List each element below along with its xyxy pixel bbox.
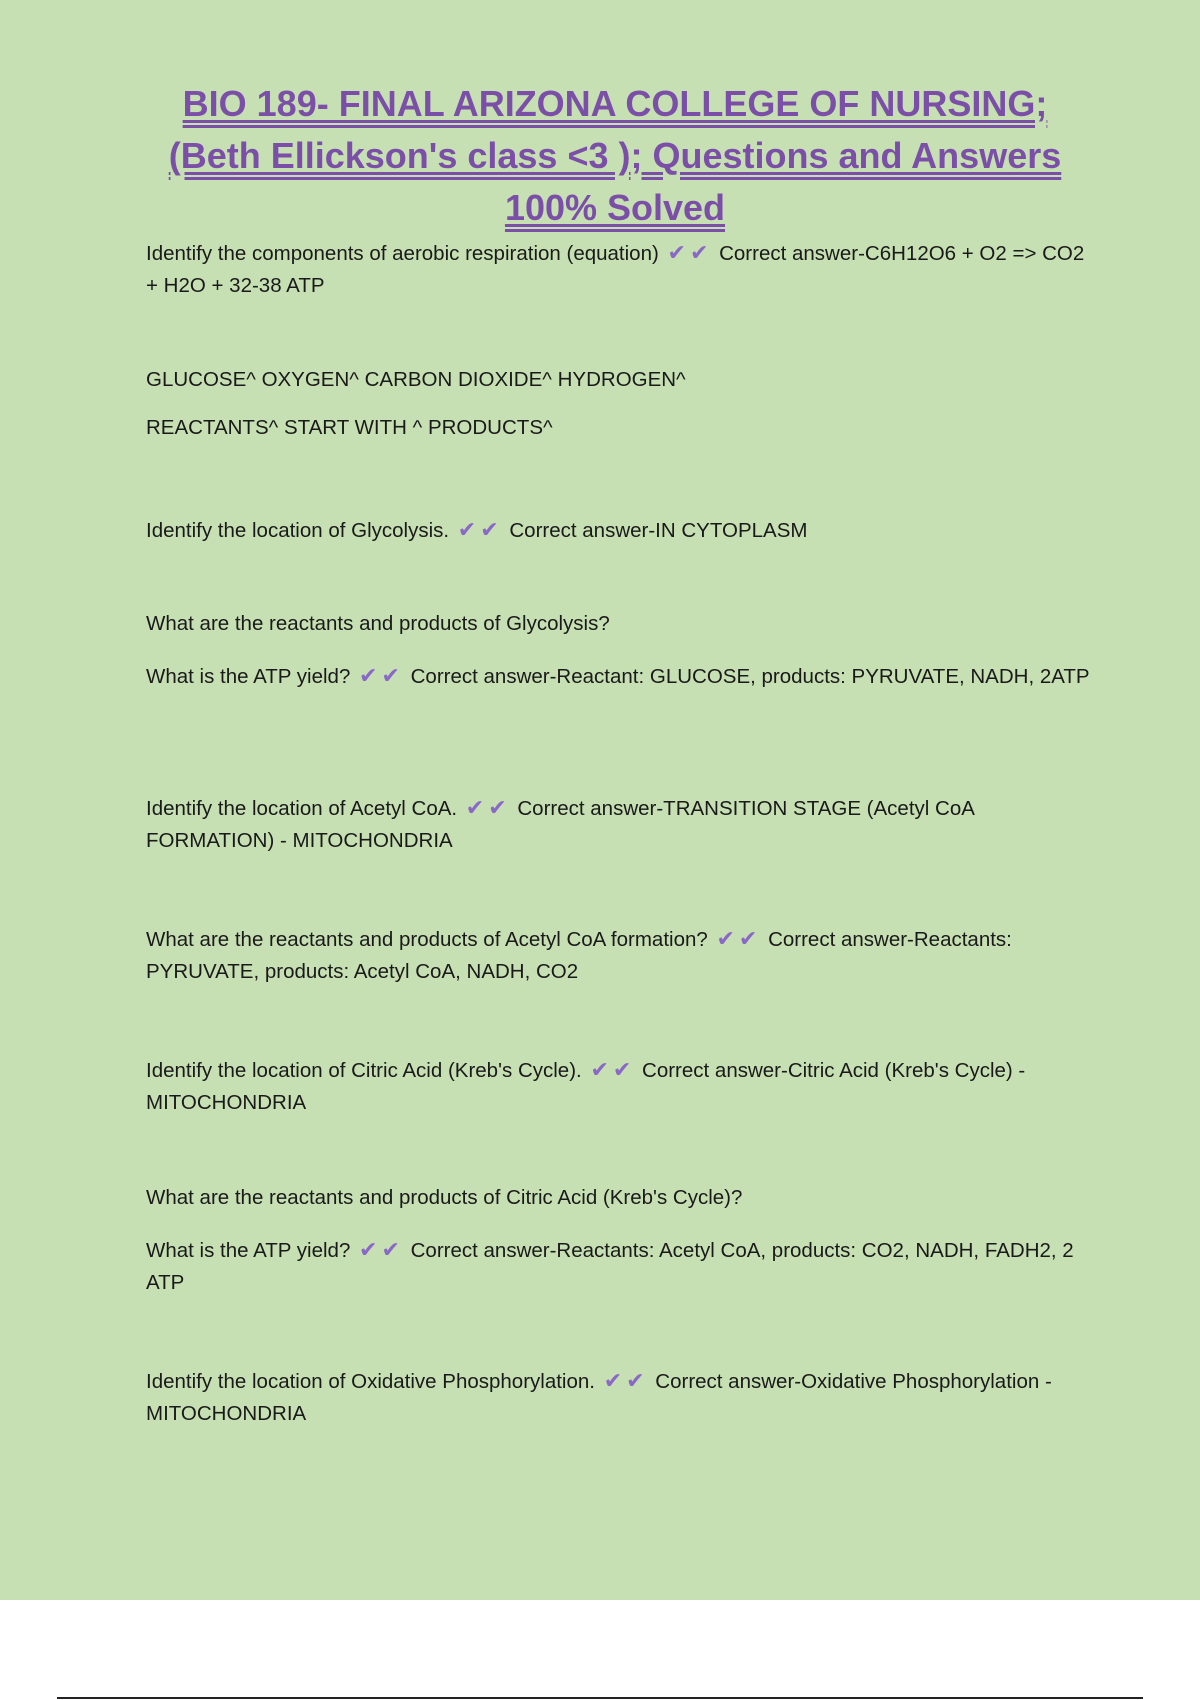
check-mark-icon: ✔ — [488, 795, 507, 820]
question-text: Identify the components of aerobic respiration (equation) — [146, 242, 659, 265]
question-text: What are the reactants and products of Acetyl CoA formation? — [146, 928, 708, 951]
question-text: Identify the location of Oxidative Phosphorylation. — [146, 1370, 595, 1393]
title-line: 100% Solved — [504, 187, 726, 228]
title-line: BIO 189- FINAL ARIZONA COLLEGE OF NURSING; — [182, 83, 1048, 124]
qa-item — [146, 923, 1096, 988]
note-text: REACTANTS^ START WITH ^ PRODUCTS^ — [146, 416, 553, 439]
answer-text: Correct answer-C6H12O6 + O2 => CO2 + H2O + 32-38 ATP — [146, 242, 1085, 297]
check-mark-icon: ✔ — [603, 1368, 623, 1393]
check-mark-icon: ✔ — [465, 795, 485, 820]
check-mark-icon: ✔ — [626, 1368, 645, 1393]
qa-item — [146, 514, 1096, 547]
answer-text: Correct answer-Reactant: GLUCOSE, products: PYRUVATE, NADH, 2ATP — [410, 665, 1090, 688]
qa-item — [146, 237, 1096, 302]
check-mark-icon: ✔ — [590, 1057, 609, 1082]
check-mark-icon: ✔ — [612, 1057, 632, 1082]
footer-rule — [57, 1697, 1143, 1699]
answer-text: Correct answer-TRANSITION STAGE (Acetyl CoA FORMATION) - MITOCHONDRIA — [146, 797, 974, 852]
document-title — [140, 78, 1090, 234]
answer-text: Correct answer-Oxidative Phosphorylation - MITOCHONDRIA — [146, 1370, 1052, 1425]
question-text: What are the reactants and products of Citric Acid (Kreb's Cycle)? — [146, 1186, 743, 1209]
question-text: What is the ATP yield? — [146, 665, 351, 688]
answer-text: Correct answer-Reactants: PYRUVATE, products: Acetyl CoA, NADH, CO2 — [146, 928, 1012, 983]
question-text: Identify the location of Acetyl CoA. — [146, 797, 458, 820]
question-text: Identify the location of Glycolysis. — [146, 519, 450, 542]
check-mark-icon: ✔ — [381, 663, 400, 688]
note-text: GLUCOSE^ OXYGEN^ CARBON DIOXIDE^ HYDROGEN^ — [146, 368, 686, 391]
title-line: (Beth Ellickson's class <3 ); Questions and Answers — [168, 135, 1062, 176]
check-mark-icon: ✔ — [381, 1237, 400, 1262]
question-text: What is the ATP yield? — [146, 1239, 351, 1262]
qa-item — [146, 1234, 1096, 1299]
answer-text: Correct answer-Citric Acid (Kreb's Cycle) - MITOCHONDRIA — [146, 1059, 1026, 1114]
question-text: What are the reactants and products of Glycolysis? — [146, 612, 610, 635]
question-text: Identify the location of Citric Acid (Kreb's Cycle). — [146, 1059, 582, 1082]
check-mark-icon: ✔ — [359, 1237, 378, 1262]
check-mark-icon: ✔ — [359, 663, 378, 688]
check-mark-icon: ✔ — [667, 240, 686, 265]
answer-text: Correct answer-IN CYTOPLASM — [509, 519, 808, 542]
answer-text: Correct answer-Reactants: Acetyl CoA, products: CO2, NADH, FADH2, 2 ATP — [146, 1239, 1074, 1294]
qa-item — [146, 1365, 1096, 1430]
qa-item — [146, 660, 1096, 693]
qa-item — [146, 1054, 1096, 1119]
check-mark-icon: ✔ — [480, 517, 499, 542]
check-mark-icon: ✔ — [457, 517, 477, 542]
qa-item — [146, 792, 1096, 857]
check-mark-icon: ✔ — [738, 926, 758, 951]
check-mark-icon: ✔ — [716, 926, 735, 951]
check-mark-icon: ✔ — [689, 240, 709, 265]
